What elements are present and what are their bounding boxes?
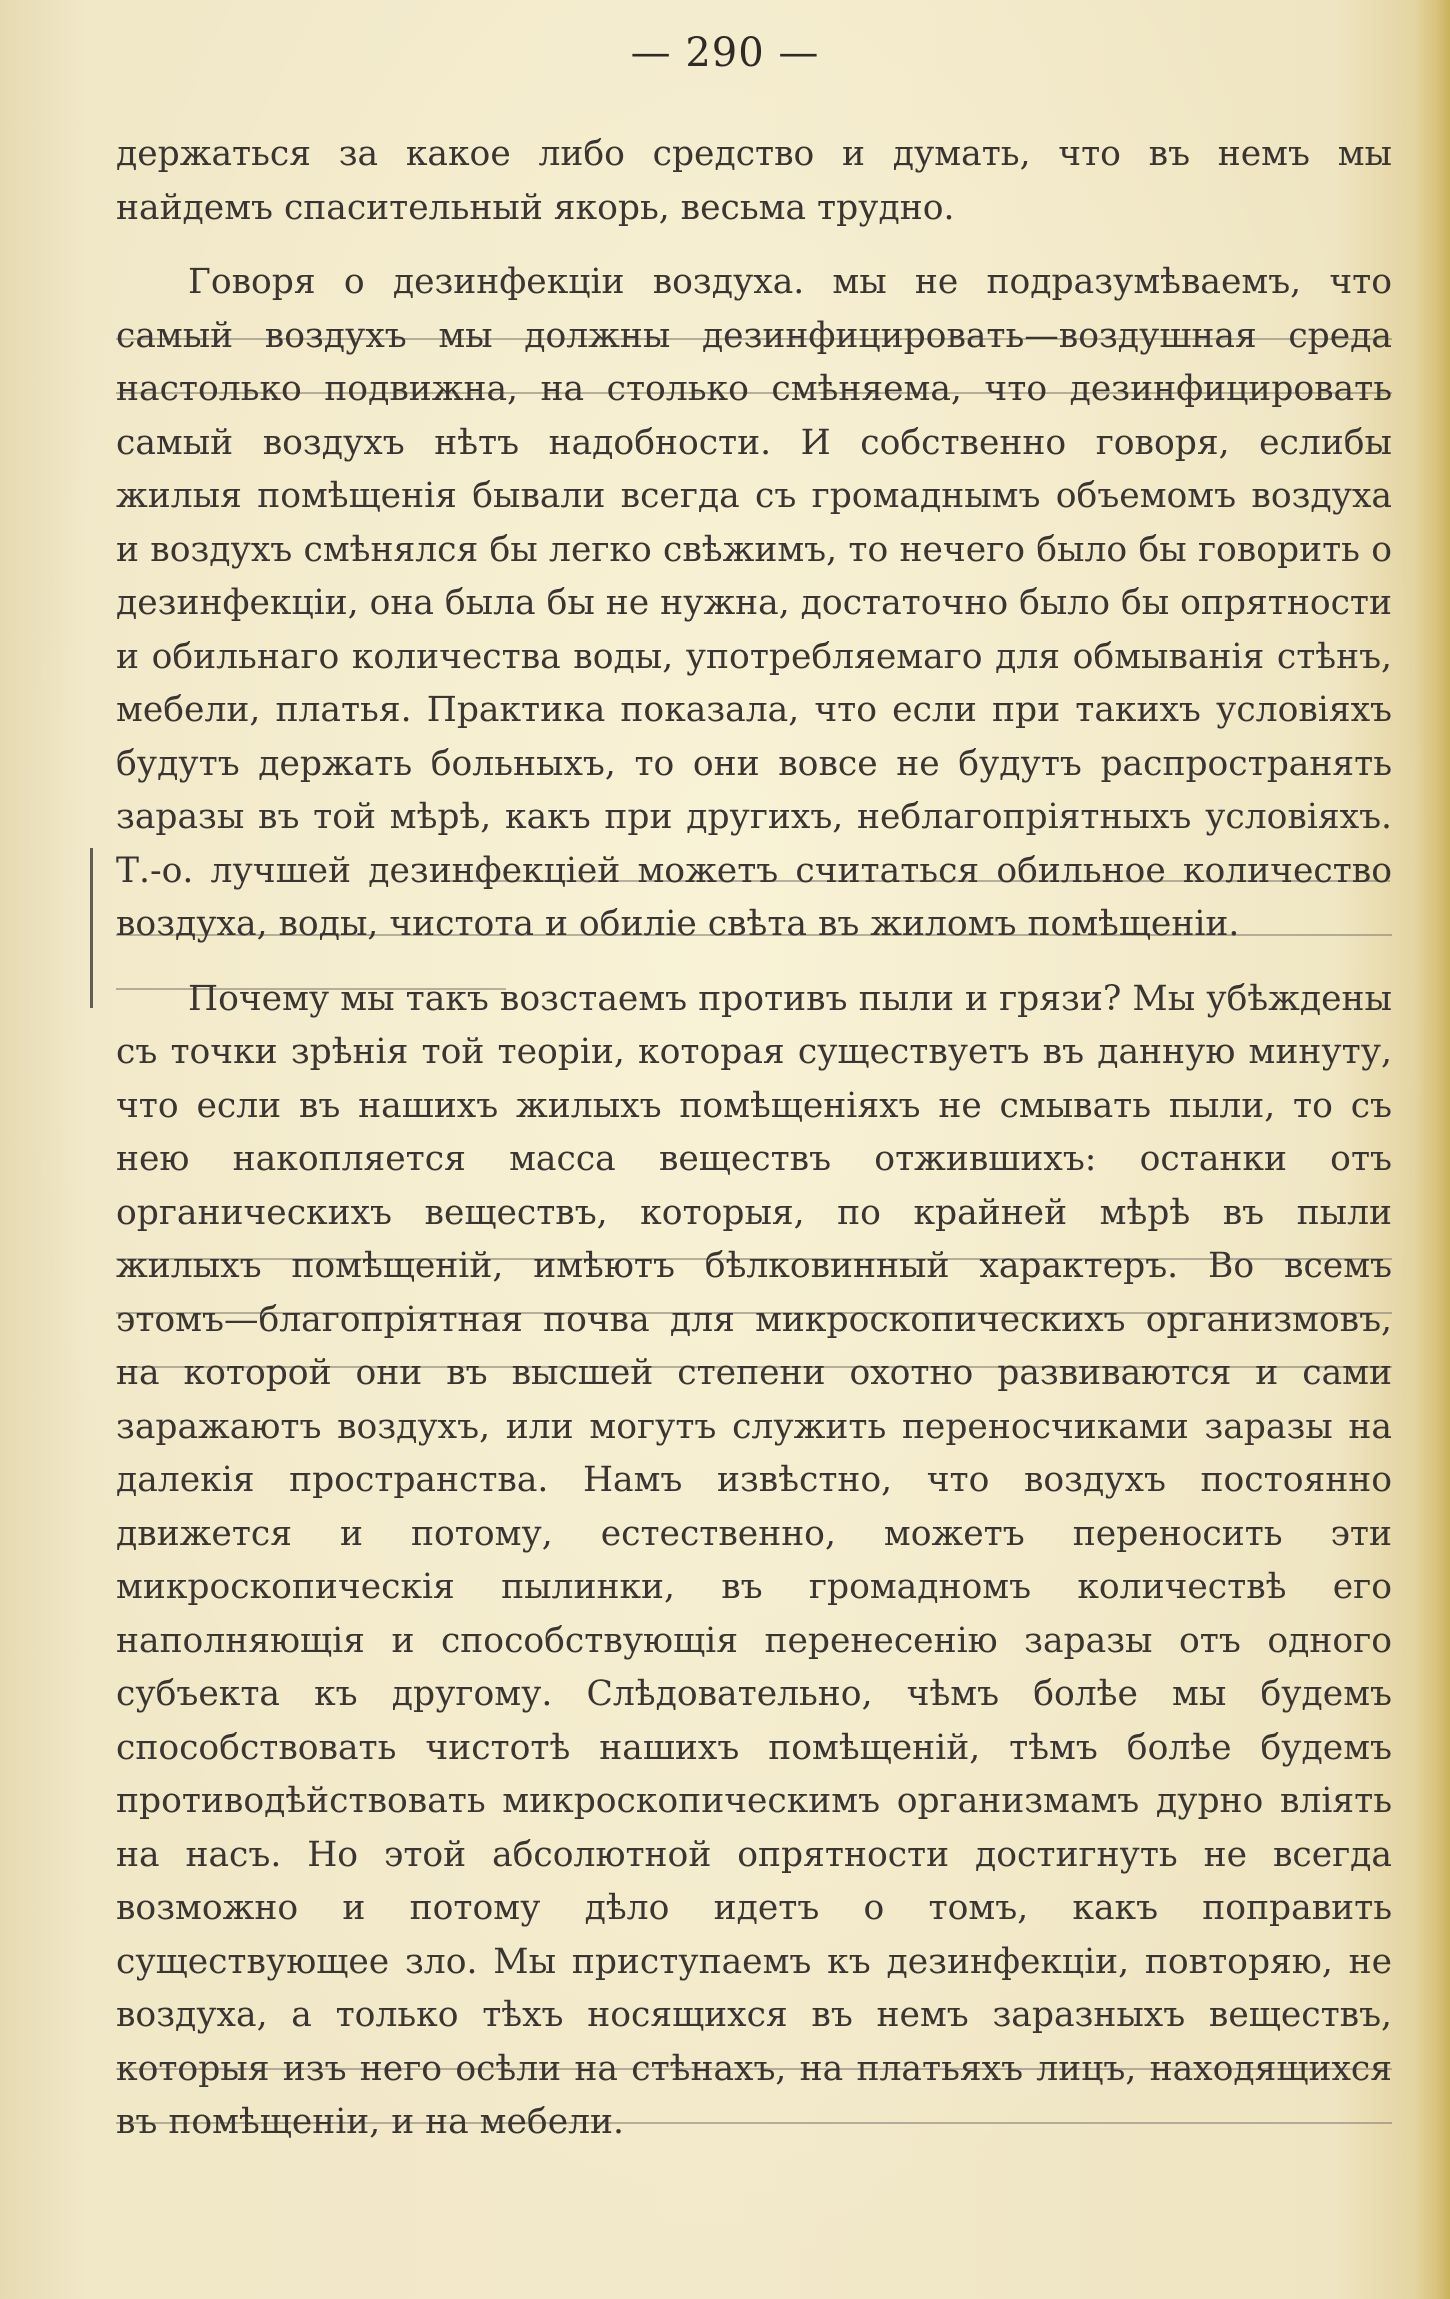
body-text bbox=[116, 128, 1392, 2171]
page-edge-shadow bbox=[1414, 0, 1450, 2299]
page-number: — 290 — bbox=[630, 30, 820, 76]
margin-mark bbox=[90, 848, 93, 1008]
paragraph-2: Говоря о дезинфекціи воздуха. мы не подразумѣваемъ, что самый воздухъ мы должны дезинфицировать—воздушная среда настолько подвижна, на столько смѣняема, что дезинфицировать самый воздухъ нѣтъ надобности. И собственно говоря, еслибы жилыя помѣщенія бывали всегда съ громаднымъ объемомъ воздуха и воздухъ смѣнялся бы легко свѣжимъ, то нечего было бы говорить о дезинфекціи, она была бы не нужна, достаточно было бы опрятности и обильнаго количества воды, употребляемаго для обмыванія стѣнъ, мебели, платья. Практика показала, что если при такихъ условіяхъ будутъ держать больныхъ, то они вовсе не будутъ распространять заразы въ той мѣрѣ, какъ при другихъ, неблагопріятныхъ условіяхъ. Т.-о. лучшей дезинфекціей можетъ считаться обильное количество воздуха, воды, чистота и обиліе свѣта въ жиломъ помѣщеніи. bbox=[116, 262, 1393, 944]
paragraph-1: держаться за какое либо средство и думать, что въ немъ мы найдемъ спасительный якорь, весьма трудно. bbox=[116, 134, 1392, 228]
paragraph-3: Почему мы такъ возстаемъ противъ пыли и грязи? Мы убѣждены съ точки зрѣнія той теоріи, которая существуетъ въ данную минуту, что если въ нашихъ жилыхъ помѣщеніяхъ не смывать пыли, то съ нею накопляется масса веществъ отжившихъ: останки отъ органическихъ веществъ, которыя, по крайней мѣрѣ въ пыли жилыхъ помѣщеній, имѣютъ бѣлковинный характеръ. Во всемъ этомъ—благопріятная почва для микроскопическихъ организмовъ, на которой они въ высшей степени охотно развиваются и сами заражаютъ воздухъ, или могутъ служить переносчиками заразы на далекія пространства. Намъ извѣстно, что воздухъ постоянно движется и потому, естественно, можетъ переносить эти микроскопическія пылинки, въ громадномъ количествѣ его наполняющія и способствующія перенесенію заразы отъ одного субъекта къ другому. Слѣдовательно, чѣмъ болѣе мы будемъ способствовать чистотѣ нашихъ помѣщеній, тѣмъ болѣе будемъ противодѣйствовать микроскопическимъ организмамъ дурно вліять на насъ. Но этой абсолютной опрятности достигнуть не всегда возможно и потому дѣло идетъ о томъ, какъ поправить существующее зло. Мы приступаемъ къ дезинфекціи, повторяю, не воздуха, а только тѣхъ носящихся въ немъ заразныхъ веществъ, которыя изъ него осѣли на стѣнахъ, на платьяхъ лицъ, находящихся въ помѣщеніи, и на мебели. bbox=[116, 978, 1392, 2142]
